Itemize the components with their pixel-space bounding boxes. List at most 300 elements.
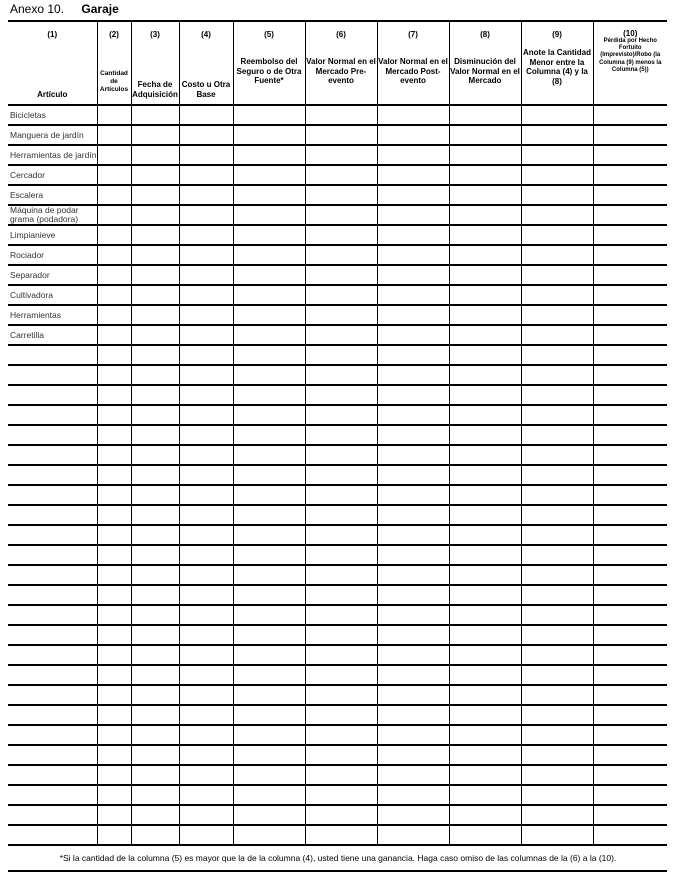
entry-cell[interactable] [521,585,593,605]
entry-cell[interactable] [179,105,233,125]
entry-cell[interactable] [449,225,521,245]
entry-cell[interactable] [593,585,667,605]
entry-cell[interactable] [449,805,521,825]
entry-cell[interactable] [305,265,377,285]
entry-cell[interactable] [179,305,233,325]
entry-cell[interactable] [305,545,377,565]
entry-cell[interactable] [233,125,305,145]
entry-cell[interactable] [449,565,521,585]
entry-cell[interactable] [449,445,521,465]
entry-cell[interactable] [377,505,449,525]
entry-cell[interactable] [233,585,305,605]
entry-cell[interactable] [305,105,377,125]
entry-cell[interactable] [305,745,377,765]
entry-cell[interactable] [233,225,305,245]
entry-cell[interactable] [521,185,593,205]
entry-cell[interactable] [97,645,131,665]
entry-cell[interactable] [521,125,593,145]
entry-cell[interactable] [593,765,667,785]
entry-cell[interactable] [593,265,667,285]
entry-cell[interactable] [593,525,667,545]
entry-cell[interactable] [233,365,305,385]
entry-cell[interactable] [593,465,667,485]
entry-cell[interactable] [179,525,233,545]
entry-cell[interactable] [449,625,521,645]
entry-cell[interactable] [377,425,449,445]
entry-cell[interactable] [449,165,521,185]
entry-cell[interactable] [377,545,449,565]
entry-cell[interactable] [521,285,593,305]
entry-cell[interactable] [233,325,305,345]
entry-cell[interactable] [377,665,449,685]
entry-cell[interactable] [233,445,305,465]
entry-cell[interactable] [449,305,521,325]
entry-cell[interactable] [233,625,305,645]
entry-cell[interactable] [233,725,305,745]
entry-cell[interactable] [179,325,233,345]
entry-cell[interactable] [593,545,667,565]
entry-cell[interactable] [131,165,179,185]
entry-cell[interactable] [97,505,131,525]
entry-cell[interactable] [521,525,593,545]
entry-cell[interactable] [179,625,233,645]
entry-cell[interactable] [131,605,179,625]
entry-cell[interactable] [521,565,593,585]
entry-cell[interactable] [97,205,131,225]
entry-cell[interactable] [377,805,449,825]
entry-cell[interactable] [131,405,179,425]
entry-cell[interactable] [305,325,377,345]
entry-cell[interactable] [233,645,305,665]
entry-cell[interactable] [377,485,449,505]
entry-cell[interactable] [97,325,131,345]
entry-cell[interactable] [97,185,131,205]
entry-cell[interactable] [131,545,179,565]
entry-cell[interactable] [97,405,131,425]
entry-cell[interactable] [593,785,667,805]
entry-cell[interactable] [131,385,179,405]
entry-cell[interactable] [131,725,179,745]
entry-cell[interactable] [179,465,233,485]
entry-cell[interactable] [305,285,377,305]
entry-cell[interactable] [521,685,593,705]
entry-cell[interactable] [97,465,131,485]
entry-cell[interactable] [377,245,449,265]
entry-cell[interactable] [593,485,667,505]
entry-cell[interactable] [449,125,521,145]
entry-cell[interactable] [97,365,131,385]
entry-cell[interactable] [449,645,521,665]
entry-cell[interactable] [449,405,521,425]
entry-cell[interactable] [593,505,667,525]
entry-cell[interactable] [521,765,593,785]
entry-cell[interactable] [97,165,131,185]
entry-cell[interactable] [377,385,449,405]
entry-cell[interactable] [449,325,521,345]
entry-cell[interactable] [449,245,521,265]
entry-cell[interactable] [97,345,131,365]
entry-cell[interactable] [179,565,233,585]
entry-cell[interactable] [305,385,377,405]
entry-cell[interactable] [233,765,305,785]
entry-cell[interactable] [521,445,593,465]
entry-cell[interactable] [377,285,449,305]
entry-cell[interactable] [377,405,449,425]
entry-cell[interactable] [593,225,667,245]
entry-cell[interactable] [179,145,233,165]
entry-cell[interactable] [449,665,521,685]
entry-cell[interactable] [449,705,521,725]
entry-cell[interactable] [233,565,305,585]
entry-cell[interactable] [131,485,179,505]
entry-cell[interactable] [305,125,377,145]
entry-cell[interactable] [449,585,521,605]
entry-cell[interactable] [97,285,131,305]
entry-cell[interactable] [521,465,593,485]
entry-cell[interactable] [449,105,521,125]
entry-cell[interactable] [179,505,233,525]
entry-cell[interactable] [233,665,305,685]
entry-cell[interactable] [593,605,667,625]
entry-cell[interactable] [377,145,449,165]
entry-cell[interactable] [179,805,233,825]
entry-cell[interactable] [377,765,449,785]
entry-cell[interactable] [377,305,449,325]
entry-cell[interactable] [305,685,377,705]
entry-cell[interactable] [179,645,233,665]
entry-cell[interactable] [97,525,131,545]
entry-cell[interactable] [179,225,233,245]
entry-cell[interactable] [593,665,667,685]
entry-cell[interactable] [305,765,377,785]
entry-cell[interactable] [449,465,521,485]
entry-cell[interactable] [377,725,449,745]
entry-cell[interactable] [305,825,377,845]
entry-cell[interactable] [593,805,667,825]
entry-cell[interactable] [521,665,593,685]
entry-cell[interactable] [521,545,593,565]
entry-cell[interactable] [97,225,131,245]
entry-cell[interactable] [97,625,131,645]
entry-cell[interactable] [305,805,377,825]
entry-cell[interactable] [97,425,131,445]
entry-cell[interactable] [233,345,305,365]
entry-cell[interactable] [305,725,377,745]
entry-cell[interactable] [521,725,593,745]
entry-cell[interactable] [97,725,131,745]
entry-cell[interactable] [179,725,233,745]
entry-cell[interactable] [449,685,521,705]
entry-cell[interactable] [305,465,377,485]
entry-cell[interactable] [233,185,305,205]
entry-cell[interactable] [449,385,521,405]
entry-cell[interactable] [449,825,521,845]
entry-cell[interactable] [97,685,131,705]
entry-cell[interactable] [179,405,233,425]
entry-cell[interactable] [179,425,233,445]
entry-cell[interactable] [377,105,449,125]
entry-cell[interactable] [593,745,667,765]
entry-cell[interactable] [377,225,449,245]
entry-cell[interactable] [131,645,179,665]
entry-cell[interactable] [521,625,593,645]
entry-cell[interactable] [593,165,667,185]
entry-cell[interactable] [593,245,667,265]
entry-cell[interactable] [449,605,521,625]
entry-cell[interactable] [97,545,131,565]
entry-cell[interactable] [521,605,593,625]
entry-cell[interactable] [233,605,305,625]
entry-cell[interactable] [179,545,233,565]
entry-cell[interactable] [305,445,377,465]
entry-cell[interactable] [179,765,233,785]
entry-cell[interactable] [449,145,521,165]
entry-cell[interactable] [377,185,449,205]
entry-cell[interactable] [305,305,377,325]
entry-cell[interactable] [449,485,521,505]
entry-cell[interactable] [131,565,179,585]
entry-cell[interactable] [131,225,179,245]
entry-cell[interactable] [305,785,377,805]
entry-cell[interactable] [97,605,131,625]
entry-cell[interactable] [131,785,179,805]
entry-cell[interactable] [593,685,667,705]
entry-cell[interactable] [131,505,179,525]
entry-cell[interactable] [593,145,667,165]
entry-cell[interactable] [179,265,233,285]
entry-cell[interactable] [521,745,593,765]
entry-cell[interactable] [377,125,449,145]
entry-cell[interactable] [521,205,593,225]
entry-cell[interactable] [131,805,179,825]
entry-cell[interactable] [97,305,131,325]
entry-cell[interactable] [521,245,593,265]
entry-cell[interactable] [377,345,449,365]
entry-cell[interactable] [449,365,521,385]
entry-cell[interactable] [593,105,667,125]
entry-cell[interactable] [521,325,593,345]
entry-cell[interactable] [305,365,377,385]
entry-cell[interactable] [179,385,233,405]
entry-cell[interactable] [131,825,179,845]
entry-cell[interactable] [377,525,449,545]
entry-cell[interactable] [593,385,667,405]
entry-cell[interactable] [131,525,179,545]
entry-cell[interactable] [131,465,179,485]
entry-cell[interactable] [449,505,521,525]
entry-cell[interactable] [97,265,131,285]
entry-cell[interactable] [233,705,305,725]
entry-cell[interactable] [233,285,305,305]
entry-cell[interactable] [377,585,449,605]
entry-cell[interactable] [97,805,131,825]
entry-cell[interactable] [377,745,449,765]
entry-cell[interactable] [233,405,305,425]
entry-cell[interactable] [593,445,667,465]
entry-cell[interactable] [449,205,521,225]
entry-cell[interactable] [97,565,131,585]
entry-cell[interactable] [521,145,593,165]
entry-cell[interactable] [97,585,131,605]
entry-cell[interactable] [131,245,179,265]
entry-cell[interactable] [179,785,233,805]
entry-cell[interactable] [449,185,521,205]
entry-cell[interactable] [97,765,131,785]
entry-cell[interactable] [97,785,131,805]
entry-cell[interactable] [521,165,593,185]
entry-cell[interactable] [377,325,449,345]
entry-cell[interactable] [377,205,449,225]
entry-cell[interactable] [377,365,449,385]
entry-cell[interactable] [131,765,179,785]
entry-cell[interactable] [179,285,233,305]
entry-cell[interactable] [377,685,449,705]
entry-cell[interactable] [179,745,233,765]
entry-cell[interactable] [233,245,305,265]
entry-cell[interactable] [449,745,521,765]
entry-cell[interactable] [179,705,233,725]
entry-cell[interactable] [233,545,305,565]
entry-cell[interactable] [305,585,377,605]
entry-cell[interactable] [97,125,131,145]
entry-cell[interactable] [179,825,233,845]
entry-cell[interactable] [131,105,179,125]
entry-cell[interactable] [449,765,521,785]
entry-cell[interactable] [97,825,131,845]
entry-cell[interactable] [97,705,131,725]
entry-cell[interactable] [97,445,131,465]
entry-cell[interactable] [131,665,179,685]
entry-cell[interactable] [179,125,233,145]
entry-cell[interactable] [521,365,593,385]
entry-cell[interactable] [377,705,449,725]
entry-cell[interactable] [233,745,305,765]
entry-cell[interactable] [449,285,521,305]
entry-cell[interactable] [521,645,593,665]
entry-cell[interactable] [233,685,305,705]
entry-cell[interactable] [131,585,179,605]
entry-cell[interactable] [131,445,179,465]
entry-cell[interactable] [131,625,179,645]
entry-cell[interactable] [449,425,521,445]
entry-cell[interactable] [521,265,593,285]
entry-cell[interactable] [521,705,593,725]
entry-cell[interactable] [179,665,233,685]
entry-cell[interactable] [179,585,233,605]
entry-cell[interactable] [449,545,521,565]
entry-cell[interactable] [131,265,179,285]
entry-cell[interactable] [131,125,179,145]
entry-cell[interactable] [179,605,233,625]
entry-cell[interactable] [233,805,305,825]
entry-cell[interactable] [131,745,179,765]
entry-cell[interactable] [179,185,233,205]
entry-cell[interactable] [521,425,593,445]
entry-cell[interactable] [305,405,377,425]
entry-cell[interactable] [233,425,305,445]
entry-cell[interactable] [377,825,449,845]
entry-cell[interactable] [305,525,377,545]
entry-cell[interactable] [97,105,131,125]
entry-cell[interactable] [97,745,131,765]
entry-cell[interactable] [593,285,667,305]
entry-cell[interactable] [449,785,521,805]
entry-cell[interactable] [521,405,593,425]
entry-cell[interactable] [593,205,667,225]
entry-cell[interactable] [131,685,179,705]
entry-cell[interactable] [233,785,305,805]
entry-cell[interactable] [377,785,449,805]
entry-cell[interactable] [233,505,305,525]
entry-cell[interactable] [233,465,305,485]
entry-cell[interactable] [593,645,667,665]
entry-cell[interactable] [233,105,305,125]
entry-cell[interactable] [305,665,377,685]
entry-cell[interactable] [179,165,233,185]
entry-cell[interactable] [593,185,667,205]
entry-cell[interactable] [593,565,667,585]
entry-cell[interactable] [131,365,179,385]
entry-cell[interactable] [521,345,593,365]
entry-cell[interactable] [305,645,377,665]
entry-cell[interactable] [233,265,305,285]
entry-cell[interactable] [377,645,449,665]
entry-cell[interactable] [377,465,449,485]
entry-cell[interactable] [97,385,131,405]
entry-cell[interactable] [593,405,667,425]
entry-cell[interactable] [233,305,305,325]
entry-cell[interactable] [233,165,305,185]
entry-cell[interactable] [593,705,667,725]
entry-cell[interactable] [305,625,377,645]
entry-cell[interactable] [521,825,593,845]
entry-cell[interactable] [521,505,593,525]
entry-cell[interactable] [305,425,377,445]
entry-cell[interactable] [521,485,593,505]
entry-cell[interactable] [305,345,377,365]
entry-cell[interactable] [97,145,131,165]
entry-cell[interactable] [131,305,179,325]
entry-cell[interactable] [179,245,233,265]
entry-cell[interactable] [449,525,521,545]
entry-cell[interactable] [593,365,667,385]
entry-cell[interactable] [233,525,305,545]
entry-cell[interactable] [377,165,449,185]
entry-cell[interactable] [179,485,233,505]
entry-cell[interactable] [593,825,667,845]
entry-cell[interactable] [305,505,377,525]
entry-cell[interactable] [305,225,377,245]
entry-cell[interactable] [521,385,593,405]
entry-cell[interactable] [179,685,233,705]
entry-cell[interactable] [449,345,521,365]
entry-cell[interactable] [449,265,521,285]
entry-cell[interactable] [593,325,667,345]
entry-cell[interactable] [305,245,377,265]
entry-cell[interactable] [131,145,179,165]
entry-cell[interactable] [377,265,449,285]
entry-cell[interactable] [305,565,377,585]
entry-cell[interactable] [593,725,667,745]
entry-cell[interactable] [131,705,179,725]
entry-cell[interactable] [521,105,593,125]
entry-cell[interactable] [233,485,305,505]
entry-cell[interactable] [233,145,305,165]
entry-cell[interactable] [305,205,377,225]
entry-cell[interactable] [233,205,305,225]
entry-cell[interactable] [305,485,377,505]
entry-cell[interactable] [305,705,377,725]
